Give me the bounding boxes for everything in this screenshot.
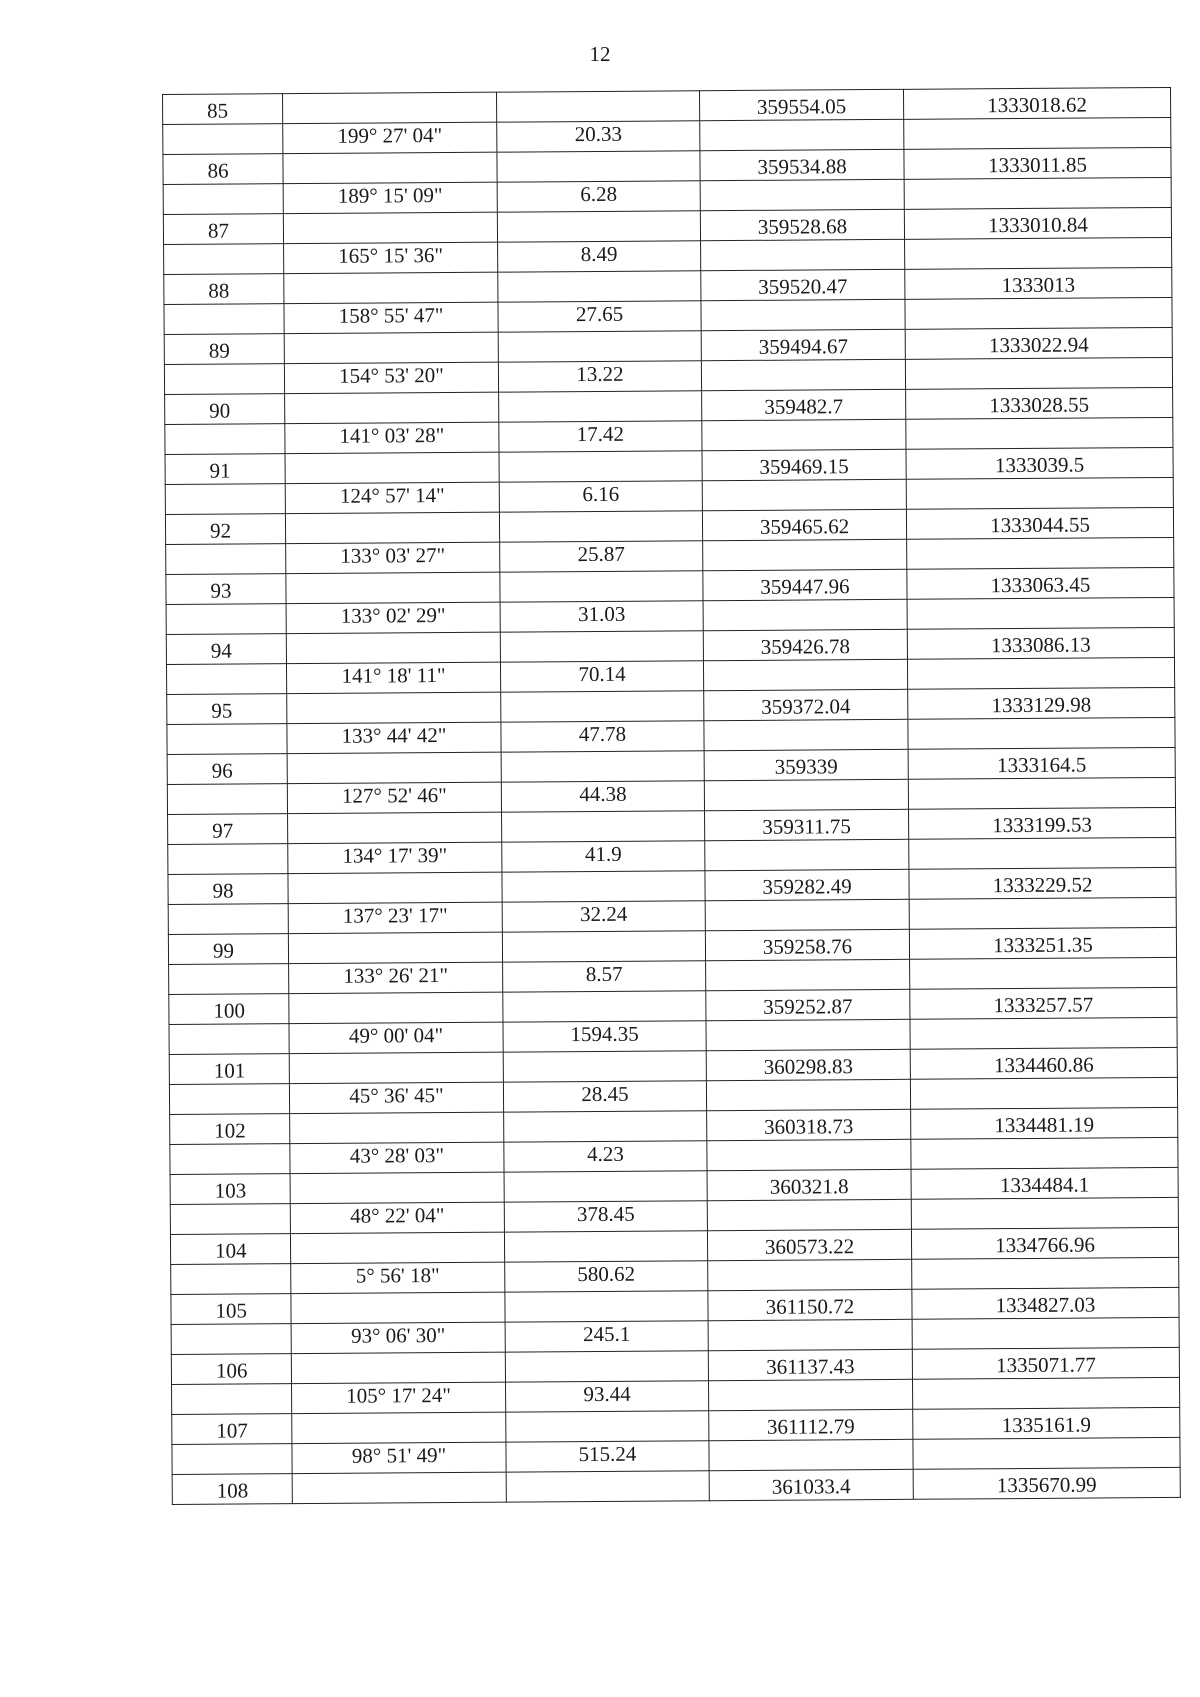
empty-cell xyxy=(910,957,1177,989)
x-coordinate: 359252.87 xyxy=(706,989,910,1020)
empty-cell xyxy=(908,777,1175,809)
empty-cell xyxy=(912,1257,1179,1289)
empty-cell xyxy=(504,1231,707,1262)
bearing: 154° 53' 20" xyxy=(284,362,498,393)
x-coordinate: 360573.22 xyxy=(707,1229,911,1260)
point-number: 98 xyxy=(168,874,288,905)
point-number: 99 xyxy=(168,934,288,965)
empty-cell xyxy=(499,511,702,542)
empty-cell xyxy=(285,452,499,483)
empty-cell xyxy=(500,631,703,662)
empty-cell xyxy=(498,271,701,302)
empty-cell xyxy=(165,424,285,455)
empty-cell xyxy=(913,1437,1180,1469)
x-coordinate: 360318.73 xyxy=(707,1109,911,1140)
distance: 8.49 xyxy=(498,241,701,272)
empty-cell xyxy=(700,119,904,150)
empty-cell xyxy=(911,1197,1178,1229)
distance: 32.24 xyxy=(502,901,705,932)
empty-cell xyxy=(288,932,502,963)
bearing: 127° 52' 46" xyxy=(287,782,501,813)
bearing: 124° 57' 14" xyxy=(285,482,499,513)
empty-cell xyxy=(284,272,498,303)
bearing: 158° 55' 47" xyxy=(284,302,498,333)
x-coordinate: 360321.8 xyxy=(707,1169,911,1200)
distance: 17.42 xyxy=(499,421,702,452)
empty-cell xyxy=(503,1051,706,1082)
empty-cell xyxy=(502,811,705,842)
point-number: 90 xyxy=(165,394,285,425)
y-coordinate: 1333086.13 xyxy=(907,627,1174,659)
empty-cell xyxy=(170,1144,290,1175)
empty-cell xyxy=(166,604,286,635)
empty-cell xyxy=(284,332,498,363)
empty-cell xyxy=(709,1439,913,1470)
empty-cell xyxy=(706,1079,910,1110)
distance: 6.28 xyxy=(497,181,700,212)
point-number: 89 xyxy=(164,334,284,365)
y-coordinate: 1333039.5 xyxy=(906,447,1173,479)
point-number: 86 xyxy=(163,154,283,185)
empty-cell xyxy=(291,1292,505,1323)
empty-cell xyxy=(904,117,1171,149)
point-number: 102 xyxy=(170,1114,290,1145)
x-coordinate: 359258.76 xyxy=(705,929,909,960)
empty-cell xyxy=(169,1084,289,1115)
y-coordinate: 1334481.19 xyxy=(911,1107,1178,1139)
y-coordinate: 1333013 xyxy=(905,267,1172,299)
empty-cell xyxy=(706,959,910,990)
empty-cell xyxy=(166,544,286,575)
distance: 1594.35 xyxy=(503,1021,706,1052)
x-coordinate: 359426.78 xyxy=(703,629,907,660)
empty-cell xyxy=(290,1172,504,1203)
empty-cell xyxy=(292,1412,506,1443)
empty-cell xyxy=(703,599,907,630)
distance: 31.03 xyxy=(500,601,703,632)
empty-cell xyxy=(500,571,703,602)
bearing: 133° 26' 21" xyxy=(289,962,503,993)
empty-cell xyxy=(169,964,289,995)
y-coordinate: 1333010.84 xyxy=(904,207,1171,239)
empty-cell xyxy=(708,1259,912,1290)
empty-cell xyxy=(504,1111,707,1142)
empty-cell xyxy=(499,451,702,482)
bearing: 133° 02' 29" xyxy=(286,602,500,633)
bearing: 48° 22' 04" xyxy=(290,1202,504,1233)
bearing: 93° 06' 30" xyxy=(291,1322,505,1353)
empty-cell xyxy=(164,364,284,395)
y-coordinate: 1333129.98 xyxy=(908,687,1175,719)
point-number: 93 xyxy=(166,574,286,605)
empty-cell xyxy=(909,897,1176,929)
empty-cell xyxy=(497,211,700,242)
empty-cell xyxy=(705,899,909,930)
empty-cell xyxy=(506,1411,709,1442)
point-number: 100 xyxy=(169,994,289,1025)
empty-cell xyxy=(172,1444,292,1475)
empty-cell xyxy=(708,1379,912,1410)
empty-cell xyxy=(168,904,288,935)
empty-cell xyxy=(498,331,701,362)
y-coordinate: 1333011.85 xyxy=(904,147,1171,179)
empty-cell xyxy=(701,239,905,270)
empty-cell xyxy=(701,359,905,390)
empty-cell xyxy=(905,297,1172,329)
empty-cell xyxy=(499,391,702,422)
empty-cell xyxy=(502,871,705,902)
empty-cell xyxy=(171,1324,291,1355)
distance: 4.23 xyxy=(504,1141,707,1172)
y-coordinate: 1335670.99 xyxy=(913,1467,1180,1499)
page-number: 12 xyxy=(589,42,611,66)
empty-cell xyxy=(907,537,1174,569)
empty-cell xyxy=(283,212,497,243)
distance: 44.38 xyxy=(501,781,704,812)
y-coordinate: 1333063.45 xyxy=(907,567,1174,599)
empty-cell xyxy=(703,659,907,690)
point-number: 106 xyxy=(171,1354,291,1385)
coordinates-table xyxy=(162,87,1181,1505)
x-coordinate: 359520.47 xyxy=(701,269,905,300)
point-number: 107 xyxy=(172,1414,292,1445)
empty-cell xyxy=(172,1384,292,1415)
empty-cell xyxy=(164,244,284,275)
empty-cell xyxy=(912,1377,1179,1409)
empty-cell xyxy=(288,872,502,903)
empty-cell xyxy=(165,484,285,515)
x-coordinate: 359482.7 xyxy=(702,389,906,420)
empty-cell xyxy=(292,1472,506,1503)
distance: 245.1 xyxy=(505,1321,708,1352)
y-coordinate: 1335161.9 xyxy=(913,1407,1180,1439)
table-row xyxy=(172,1467,1180,1504)
y-coordinate: 1334766.96 xyxy=(911,1227,1178,1259)
empty-cell xyxy=(701,299,905,330)
x-coordinate: 361033.4 xyxy=(709,1469,913,1500)
x-coordinate: 361137.43 xyxy=(708,1349,912,1380)
bearing: 199° 27' 04" xyxy=(283,122,497,153)
empty-cell xyxy=(707,1199,911,1230)
bearing: 45° 36' 45" xyxy=(289,1082,503,1113)
empty-cell xyxy=(708,1319,912,1350)
empty-cell xyxy=(167,724,287,755)
bearing: 98° 51' 49" xyxy=(292,1442,506,1473)
distance: 93.44 xyxy=(506,1381,709,1412)
empty-cell xyxy=(704,719,908,750)
bearing: 133° 03' 27" xyxy=(286,542,500,573)
distance: 70.14 xyxy=(500,661,703,692)
empty-cell xyxy=(702,419,906,450)
point-number: 108 xyxy=(172,1474,292,1505)
x-coordinate: 359554.05 xyxy=(699,89,903,120)
point-number: 96 xyxy=(167,754,287,785)
empty-cell xyxy=(501,751,704,782)
empty-cell xyxy=(290,1112,504,1143)
y-coordinate: 1333028.55 xyxy=(906,387,1173,419)
y-coordinate: 1333229.52 xyxy=(909,867,1176,899)
empty-cell xyxy=(285,512,499,543)
bearing: 141° 03' 28" xyxy=(285,422,499,453)
point-number: 87 xyxy=(163,214,283,245)
empty-cell xyxy=(171,1264,291,1295)
empty-cell xyxy=(287,692,501,723)
bearing: 137° 23' 17" xyxy=(288,902,502,933)
x-coordinate: 359528.68 xyxy=(700,209,904,240)
y-coordinate: 1333257.57 xyxy=(910,987,1177,1019)
empty-cell xyxy=(908,717,1175,749)
y-coordinate: 1333022.94 xyxy=(905,327,1172,359)
bearing: 49° 00' 04" xyxy=(289,1022,503,1053)
empty-cell xyxy=(704,779,908,810)
y-coordinate: 1334827.03 xyxy=(912,1287,1179,1319)
point-number: 97 xyxy=(168,814,288,845)
distance: 41.9 xyxy=(502,841,705,872)
x-coordinate: 359311.75 xyxy=(705,809,909,840)
distance: 25.87 xyxy=(500,541,703,572)
x-coordinate: 359447.96 xyxy=(703,569,907,600)
point-number: 91 xyxy=(165,454,285,485)
x-coordinate: 361112.79 xyxy=(709,1409,913,1440)
empty-cell xyxy=(163,124,283,155)
x-coordinate: 359534.88 xyxy=(700,149,904,180)
x-coordinate: 360298.83 xyxy=(706,1049,910,1080)
distance: 28.45 xyxy=(503,1081,706,1112)
empty-cell xyxy=(910,1017,1177,1049)
empty-cell xyxy=(497,151,700,182)
bearing: 134° 17' 39" xyxy=(288,842,502,873)
distance: 6.16 xyxy=(499,481,702,512)
distance: 13.22 xyxy=(498,361,701,392)
empty-cell xyxy=(911,1137,1178,1169)
empty-cell xyxy=(700,179,904,210)
empty-cell xyxy=(907,597,1174,629)
empty-cell xyxy=(291,1352,505,1383)
empty-cell xyxy=(504,1171,707,1202)
empty-cell xyxy=(168,844,288,875)
x-coordinate: 359282.49 xyxy=(705,869,909,900)
point-number: 103 xyxy=(170,1174,290,1205)
empty-cell xyxy=(166,664,286,695)
point-number: 92 xyxy=(165,514,285,545)
empty-cell xyxy=(907,657,1174,689)
bearing: 133° 44' 42" xyxy=(287,722,501,753)
point-number: 105 xyxy=(171,1294,291,1325)
empty-cell xyxy=(286,572,500,603)
y-coordinate: 1333251.35 xyxy=(909,927,1176,959)
empty-cell xyxy=(283,92,497,123)
empty-cell xyxy=(286,632,500,663)
empty-cell xyxy=(904,177,1171,209)
empty-cell xyxy=(289,992,503,1023)
distance: 378.45 xyxy=(504,1201,707,1232)
y-coordinate: 1333044.55 xyxy=(906,507,1173,539)
y-coordinate: 1335071.77 xyxy=(912,1347,1179,1379)
distance: 580.62 xyxy=(505,1261,708,1292)
point-number: 88 xyxy=(164,274,284,305)
empty-cell xyxy=(702,479,906,510)
empty-cell xyxy=(506,1471,709,1502)
bearing: 141° 18' 11" xyxy=(286,662,500,693)
empty-cell xyxy=(909,837,1176,869)
empty-cell xyxy=(169,1024,289,1055)
empty-cell xyxy=(906,417,1173,449)
empty-cell xyxy=(706,1019,910,1050)
empty-cell xyxy=(906,477,1173,509)
point-number: 101 xyxy=(169,1054,289,1085)
empty-cell xyxy=(496,91,699,122)
x-coordinate: 359465.62 xyxy=(702,509,906,540)
empty-cell xyxy=(288,812,502,843)
x-coordinate: 361150.72 xyxy=(708,1289,912,1320)
empty-cell xyxy=(287,752,501,783)
bearing: 43° 28' 03" xyxy=(290,1142,504,1173)
empty-cell xyxy=(501,691,704,722)
empty-cell xyxy=(290,1232,504,1263)
empty-cell xyxy=(167,784,287,815)
empty-cell xyxy=(910,1077,1177,1109)
y-coordinate: 1333164.5 xyxy=(908,747,1175,779)
empty-cell xyxy=(164,304,284,335)
empty-cell xyxy=(502,931,705,962)
empty-cell xyxy=(703,539,907,570)
empty-cell xyxy=(705,839,909,870)
point-number: 85 xyxy=(163,94,283,125)
distance: 8.57 xyxy=(503,961,706,992)
x-coordinate: 359339 xyxy=(704,749,908,780)
distance: 27.65 xyxy=(498,301,701,332)
point-number: 95 xyxy=(167,694,287,725)
empty-cell xyxy=(505,1291,708,1322)
empty-cell xyxy=(707,1139,911,1170)
empty-cell xyxy=(905,357,1172,389)
empty-cell xyxy=(163,184,283,215)
bearing: 105° 17' 24" xyxy=(292,1382,506,1413)
empty-cell xyxy=(505,1351,708,1382)
x-coordinate: 359494.67 xyxy=(701,329,905,360)
x-coordinate: 359469.15 xyxy=(702,449,906,480)
bearing: 5° 56' 18" xyxy=(291,1262,505,1293)
distance: 515.24 xyxy=(506,1441,709,1472)
distance: 47.78 xyxy=(501,721,704,752)
y-coordinate: 1334484.1 xyxy=(911,1167,1178,1199)
empty-cell xyxy=(170,1204,290,1235)
bearing: 189° 15' 09" xyxy=(283,182,497,213)
empty-cell xyxy=(285,392,499,423)
distance: 20.33 xyxy=(497,121,700,152)
x-coordinate: 359372.04 xyxy=(704,689,908,720)
empty-cell xyxy=(289,1052,503,1083)
point-number: 104 xyxy=(170,1234,290,1265)
empty-cell xyxy=(905,237,1172,269)
y-coordinate: 1334460.86 xyxy=(910,1047,1177,1079)
empty-cell xyxy=(503,991,706,1022)
empty-cell xyxy=(283,152,497,183)
point-number: 94 xyxy=(166,634,286,665)
y-coordinate: 1333018.62 xyxy=(903,87,1170,119)
empty-cell xyxy=(912,1317,1179,1349)
bearing: 165° 15' 36" xyxy=(284,242,498,273)
y-coordinate: 1333199.53 xyxy=(909,807,1176,839)
